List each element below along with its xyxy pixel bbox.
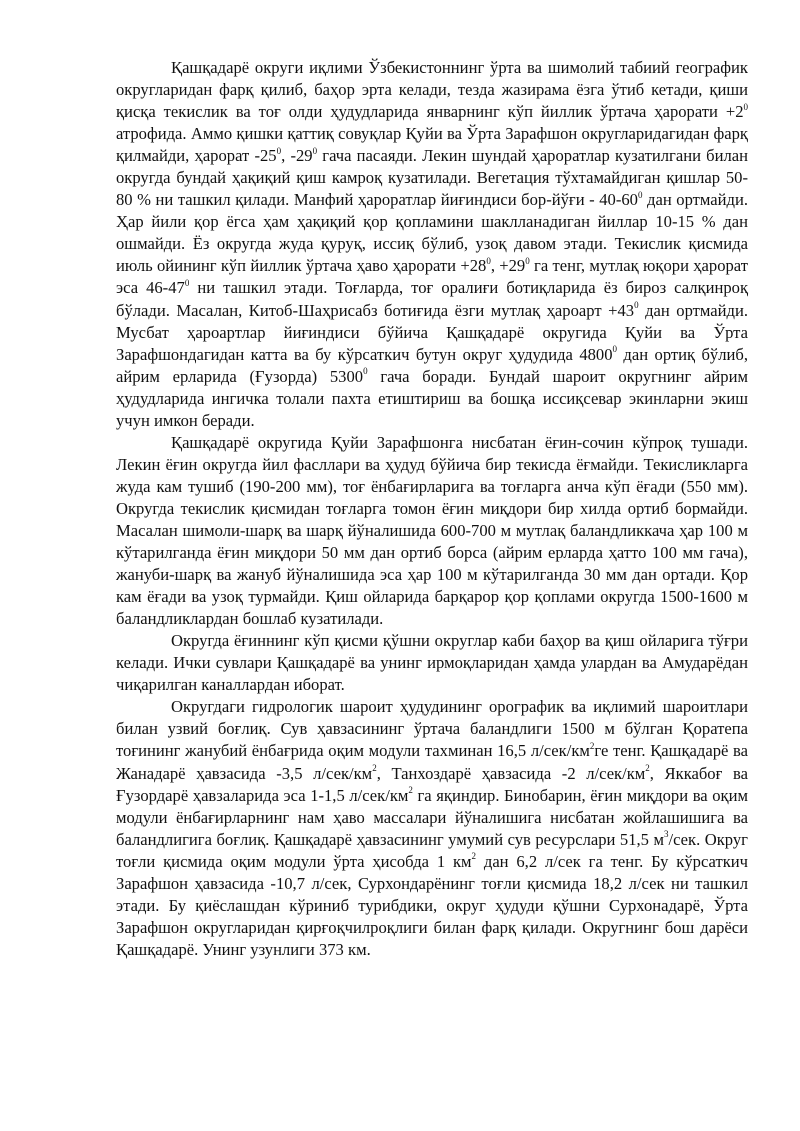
text-run: /сек. Округ тоғли қисмида оқим модули ўрта ҳисобда 1 км bbox=[116, 829, 748, 871]
superscript: 2 bbox=[408, 785, 413, 796]
superscript: 2 bbox=[372, 762, 377, 773]
text-run: дан 6,2 л/сек га тенг. Бу кўрсаткич Зарафшон ҳавзасида -10,7 л/сек, Сурхондарёнинг тоғли қисмида 18,2 л/сек ни ташкил этади. Бу қиёслашдан кўриниб турибдики, округ ҳудуди қўшни Сурхонадарё, Ўрта Зарафшон округларидан қирғоқчилроқлиги билан фарқ қилади. Округнинг бош дарёси Қашқадарё. Унинг узунлиги 373 км. bbox=[116, 851, 749, 959]
text-run: га яқиндир. Бинобарин, ёғин миқдори ва оқим модули ёнбағирларнинг нам ҳаво массалари йўналишига нисбатан жойлашишига ва баландлигига боғлиқ. Қашқадарё ҳавзасининг умумий сув ресурслари 51,5 м bbox=[116, 785, 748, 849]
superscript: 0 bbox=[637, 189, 643, 200]
paragraph bbox=[116, 57, 748, 432]
document-page bbox=[116, 57, 748, 961]
text-run: Қашқадарё округи иқлими Ўзбекистоннинг ўрта ва шимолий табиий географик округларидан фарқ қилиб, баҳор эрта келади, тезда жазирама ёзга ўтиб кетади, қиши қисқа текислик ва тоғ олди ҳудудларида январнинг кўп йиллик ўртача ҳарорати +2 bbox=[116, 58, 748, 122]
superscript: 0 bbox=[612, 344, 618, 355]
superscript: 0 bbox=[184, 277, 190, 288]
superscript: 3 bbox=[663, 829, 669, 840]
text-run: дан ортиқ бўлиб, айрим ерларида (Ғузорда) 5300 bbox=[116, 344, 748, 386]
superscript: 0 bbox=[743, 101, 748, 112]
text-run: , Яккабоғ ва Ғузордарё ҳавзаларида эса 1-1,5 л/сек/км bbox=[116, 763, 749, 805]
text-run: , Танхоздарё ҳавзасида -2 л/сек/км bbox=[376, 763, 646, 783]
text-run: Қашқадарё округида Қуйи Зарафшонга нисбатан ёғин-сочин кўпроқ тушади. Лекин ёғин округда йил фасллари ва ҳудуд бўйича бир текисда ёғмайди. Текисликларга жуда кам тушиб (190-200 мм), тоғ ёнбағирларига ва тоғларга анча кўп ёғади (550 мм). Округда текислик қисмидан тоғларга томон ёғин миқдори бир хилда ортиб бормайди. Масалан шимоли-шарқ ва шарқ йўналишида 600-700 м мутлақ баландликкача ҳар 100 м кўтарилганда ёғин миқдори 50 мм дан ортиб борса (айрим ерларда ҳатто 100 мм гача), жануби-шарқ ва жануб йўналишида эса ҳар 100 м кўтарилганда 30 мм дан ортади. Қор кам ёғади ва узоқ турмайди. Қиш ойларида барқарор қор қоплами округда 1500-1600 м баландликлардан бошлаб кузатилади. bbox=[116, 432, 748, 629]
superscript: 0 bbox=[486, 255, 491, 266]
text-run: дан ортмайди. Мусбат ҳароартлар йиғиндиси бўйича Қашқадарё округида Қуйи ва Ўрта Зарафшондагидан катта ва бу кўрсаткич бутун округ ҳудудида 4800 bbox=[116, 300, 749, 364]
superscript: 0 bbox=[276, 145, 282, 156]
text-run: гача пасаяди. Лекин шундай ҳароратлар кузатилгани билан округда бундай ҳақиқий қиш камроқ кузатилади. Вегетация тўхтамайдиган қишлар 50-80 % ни ташкил қилади. Манфий ҳароратлар йиғиндиси бор-йўғи - 40-60 bbox=[116, 146, 748, 210]
paragraph bbox=[116, 696, 748, 961]
superscript: 0 bbox=[312, 145, 318, 156]
text-run: атрофида. Аммо қишки қаттиқ совуқлар Қуйи ва Ўрта Зарафшон округларидагидан фарқ қилмайди, ҳарорат -25 bbox=[116, 124, 748, 166]
text-run: ни ташкил этади. Тоғларда, тоғ оралиғи ботиқларида ёз бироз салқинроқ бўлади. Масалан, Китоб-Шаҳрисабз ботиғида ёзги мутлақ ҳароарт +43 bbox=[116, 278, 749, 320]
text-run: , -29 bbox=[281, 146, 313, 166]
superscript: 0 bbox=[525, 255, 530, 266]
paragraph bbox=[116, 630, 748, 696]
text-run: га тенг, мутлақ юқори ҳарорат эса 46-47 bbox=[116, 256, 748, 298]
superscript: 2 bbox=[471, 851, 477, 862]
text-run: , +29 bbox=[490, 256, 526, 276]
paragraph bbox=[116, 432, 748, 630]
superscript: 0 bbox=[363, 366, 368, 377]
superscript: 2 bbox=[589, 740, 595, 751]
superscript: 2 bbox=[645, 762, 650, 773]
text-run: ге тенг. Қашқадарё ва Жанадарё ҳавзасида -3,5 л/сек/км bbox=[116, 741, 748, 783]
text-run: Округдаги гидрологик шароит ҳудудининг орографик ва иқлимий шароитлари билан узвий боғлиқ. Сув ҳавзасининг ўртача баландлиги 1500 м бўлган Қоратепа тоғининг жанубий ёнбағрида оқим модули тахминан 16,5 л/сек/км bbox=[116, 697, 748, 761]
text-run: гача боради. Бундай шароит округнинг айрим ҳудудларида ингичка толали пахта етиштириш ва бошқа иссиқсевар экинларни экиш учун имкон беради. bbox=[116, 366, 748, 430]
text-run: дан ортмайди. Ҳар йили қор ёгса ҳам ҳақиқий қор қопламини шаклланадиган йиллар 10-15 % дан ошмайди. Ёз округда жуда қуруқ, иссиқ бўлиб, узоқ давом этади. Текислик қисмида июль ойининг кўп йиллик ўртача ҳаво ҳарорати +28 bbox=[116, 190, 748, 276]
text-run: Округда ёғиннинг кўп қисми қўшни округлар каби баҳор ва қиш ойларига тўғри келади. Ички сувлари Қашқадарё ва унинг ирмоқларидан ҳамда улардан ва Амударёдан чиқарилган каналлардан иборат. bbox=[116, 631, 748, 695]
superscript: 0 bbox=[634, 299, 639, 310]
